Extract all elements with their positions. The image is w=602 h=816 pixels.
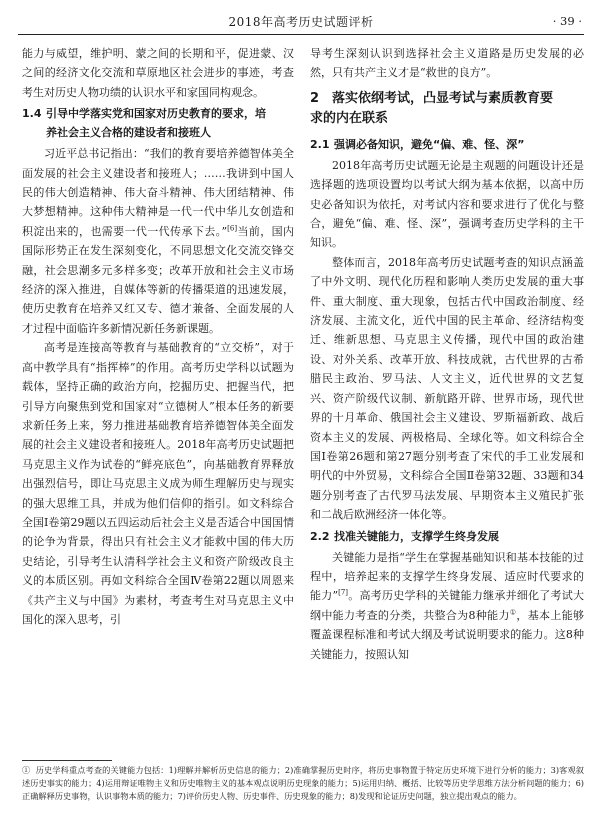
- body-paragraph: 2018年高考历史试题无论是主观题的问题设计还是选择题的选项设置均以考试大纲为基本依据，以高中历史必备知识为依托，对考试内容和要求进行了优化与整合，避免“偏、难、怪、深”，强调考查历史学科的主干知识。: [310, 158, 584, 250]
- section-1-4-heading: [22, 104, 294, 142]
- section-number: 1.4: [22, 107, 42, 121]
- right-column: [310, 44, 584, 664]
- running-header: [18, 8, 584, 35]
- section-title: 找准关键能力，支撑学生终身发展: [334, 529, 499, 543]
- section-number: 2: [310, 90, 320, 106]
- footnote-marker: ①: [22, 765, 31, 775]
- intro-paragraph: 能力与威望，维护明、蒙之间的长期和平，促进蒙、汉之间的经济文化交流和草原地区社会进步的事迹，考查考生对历史人物功绩的认识水平和家国同构观念。: [22, 47, 294, 99]
- citation-ref: [6]: [227, 224, 238, 233]
- paragraph-text: 。高考历史学科的关键能力继承并细化了考试大纲中能力考查的分类，共整合为8种能力: [310, 589, 585, 622]
- continued-paragraph: 导考生深刻认识到选择社会主义道路是历史发展的必然，只有共产主义才是“救世的良方”。: [310, 47, 584, 80]
- section-title-line2: 求的内在联系: [310, 110, 389, 126]
- section-2-heading: [310, 89, 584, 129]
- left-column: [22, 44, 294, 629]
- body-paragraph: 高考是连接高等教育与基础教育的“立交桥”，对于高中教学具有“指挥棒”的作用。高考历史学科以试题为载体，坚持正确的政治方向，挖掘历史、把握当代，把引导方向聚焦到党和国家对“立德树人”根本任务的新要求新任务上来，努力推进基础教育培养德智体美全面发展的社会主义建设者和接班人。2018年高考历史试题把马克思主义作为试卷的“鲜亮底色”，向基础教育界释放出强烈信号，即让马克思主义成为师生理解历史与现实的强大思维工具，并成为他们信仰的指引。如文科综合全国Ⅰ卷第29题以五四运动后社会主义是否适合中国国情的论争为背景，得出只有社会主义才能救中国的伟大历史结论，引导考生认清科学社会主义和资产阶级改良主义的本质区别。再如文科综合全国Ⅳ卷第22题以周恩来《共产主义与中国》为素材，考查考生对马克思主义中国化的深入思考，引: [22, 341, 294, 626]
- body-paragraph: 整体而言，2018年高考历史试题考查的知识点涵盖了中外文明、现代化历程和影响人类历史发展的重大事件、重大制度、重大现象，包括古代中国政治制度、经济发展、主流文化，近代中国的民主革命、经济结构变迁、维新思想、马克思主义传播，现代中国的政治建设、对外关系、改革开放、科技成就，古代世界的古希腊民主政治、罗马法、人文主义，近代世界的文艺复兴、资产阶级代议制、新航路开辟、世界市场，现代世界的十月革命、俄国社会主义建设、罗斯福新政、战后资本主义的发展、两极格局、全球化等。如文科综合全国Ⅰ卷第26题和第27题分别考查了宋代的手工业发展和明代的中外贸易，文科综合全国Ⅱ卷第32题、33题和34题分别考查了古代罗马法发展、早期资本主义殖民扩张和二战后欧洲经济一体化等。: [310, 255, 584, 522]
- section-title-line1: 引导中学落实党和国家对历史教育的要求，培: [46, 107, 266, 121]
- citation-ref: [7]: [338, 588, 349, 597]
- paragraph-text: 习近平总书记指出：“我们的教育要培养德智体美全面发展的社会主义建设者和接班人；……我讲到中国人民的伟大创造精神、伟大奋斗精神、伟大团结精神、伟大梦想精神。这种伟大精神是一代一代中华儿女创造和积淀出来的，也需要一代一代传承下去。”: [22, 147, 294, 238]
- section-number: 2.1: [310, 137, 330, 151]
- section-2-1-heading: [310, 135, 584, 154]
- paragraph-text: 关键能力是指“学生在掌握基础知识和基本技能的过程中，培养起来的支撑学生终身发展、适应时代要求的能力”: [310, 550, 584, 603]
- section-title-line1: 落实依纲考试，凸显考试与素质教育要: [332, 90, 554, 106]
- footnote: [22, 764, 584, 803]
- journal-title: 2018年高考历史试题评析: [228, 14, 374, 29]
- section-title-line2: 养社会主义合格的建设者和接班人: [46, 126, 211, 140]
- body-paragraph: [310, 548, 584, 664]
- page-number: · 39 ·: [552, 14, 582, 28]
- paragraph-text: ，基本上能够覆盖课程标准和考试大纲及考试说明要求的能力。这8种关键能力，按照认知: [310, 608, 585, 661]
- section-number: 2.2: [310, 529, 330, 543]
- section-2-2-heading: [310, 527, 584, 546]
- footnote-text: 历史学科重点考查的关键能力包括：1)理解并解析历史信息的能力；2)准确掌握历史时序，将历史事物置于特定历史环境下进行分析的能力；3)客观叙述历史事实的能力；4)运用辩证唯物主义和历史唯物主义的基本观点说明历史现象的能力；5)运用归纳、概括、比较等历史学思维方法分析问题的能力；6)正确解释历史事物，认识事物本质的能力；7)评价历史人物、历史事件、历史现象的能力；8)发现和论证历史问题，独立提出观点的能力。: [22, 765, 584, 801]
- footnote-divider: [22, 760, 112, 761]
- footnote-marker: ①: [509, 608, 517, 617]
- section-title: 强调必备知识，避免“偏、难、怪、深”: [334, 137, 525, 151]
- paragraph-text: 当前，国内国际形势正在发生深刻变化，不同思想文化交流交锋交融，社会思潮多元多样多变；改革开放和社会主义市场经济的深入推进，自媒体等新的传播渠道的迅速发展，使历史教育在培养又红又专、德才兼备、全面发展的人才过程中面临许多新情况新任务新课题。: [22, 224, 295, 335]
- body-paragraph: [22, 144, 294, 338]
